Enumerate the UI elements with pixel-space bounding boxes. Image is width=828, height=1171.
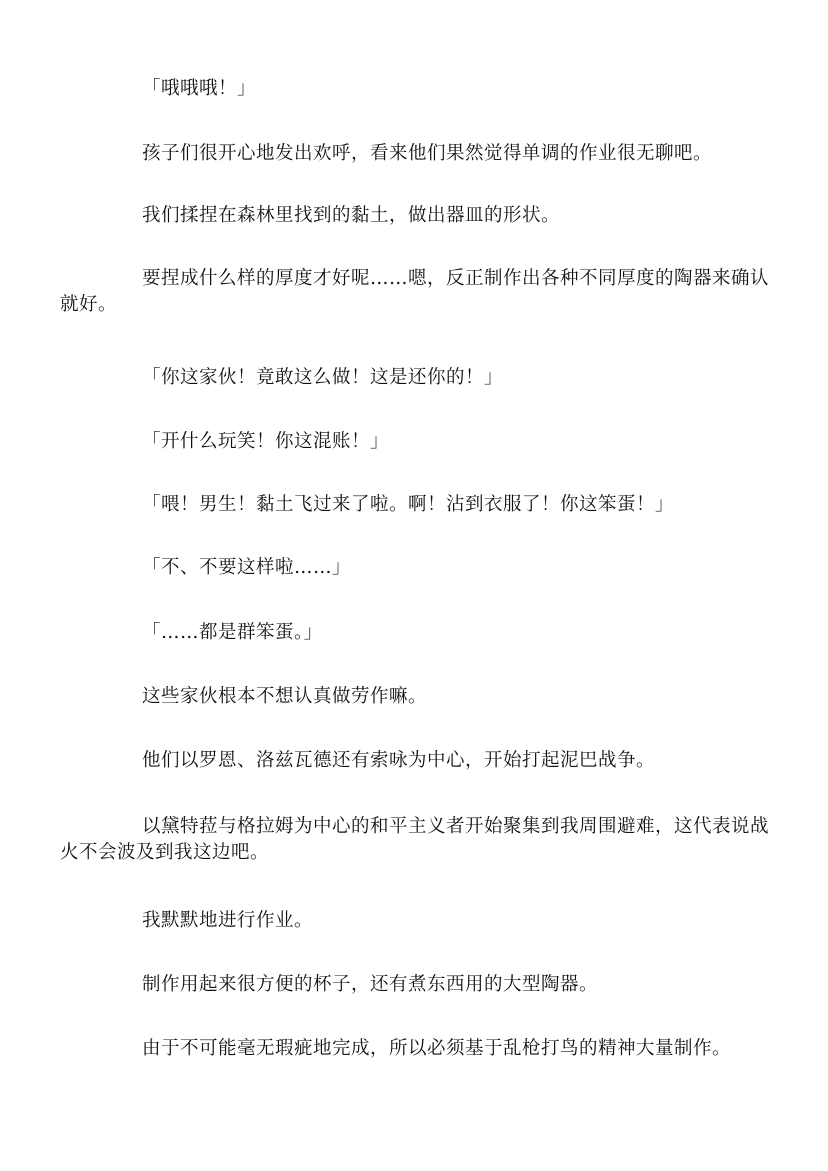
paragraph-4: 要捏成什么样的厚度才好呢……嗯，反正制作出各种不同厚度的陶器来确认就好。 xyxy=(60,268,770,315)
paragraph-2: 孩子们很开心地发出欢呼，看来他们果然觉得单调的作业很无聊吧。 xyxy=(142,143,713,164)
paragraph-10: 这些家伙根本不想认真做劳作嘛。 xyxy=(142,686,428,707)
paragraph-12: 以黛特菈与格拉姆为中心的和平主义者开始聚集到我周围避难，这代表说战火不会波及到我这边吧。 xyxy=(60,816,770,863)
paragraph-6: 「开什么玩笑！你这混账！」 xyxy=(142,431,390,452)
paragraph-13: 我默默地进行作业。 xyxy=(142,910,314,931)
paragraph-8: 「不、不要这样啦……」 xyxy=(142,557,352,578)
paragraph-9: 「……都是群笨蛋。」 xyxy=(142,622,323,643)
paragraph-3: 我们揉捏在森林里找到的黏土，做出器皿的形状。 xyxy=(142,205,561,226)
paragraph-5: 「你这家伙！竟敢这么做！这是还你的！」 xyxy=(142,367,504,388)
paragraph-1: 「哦哦哦！」 xyxy=(142,78,257,99)
paragraph-7: 「喂！男生！黏土飞过来了啦。啊！沾到衣服了！你这笨蛋！」 xyxy=(142,494,675,515)
paragraph-15: 由于不可能毫无瑕疵地完成，所以必须基于乱枪打鸟的精神大量制作。 xyxy=(142,1038,732,1059)
paragraph-11: 他们以罗恩、洛兹瓦德还有索咏为中心，开始打起泥巴战争。 xyxy=(142,750,656,771)
paragraph-14: 制作用起来很方便的杯子，还有煮东西用的大型陶器。 xyxy=(142,974,599,995)
